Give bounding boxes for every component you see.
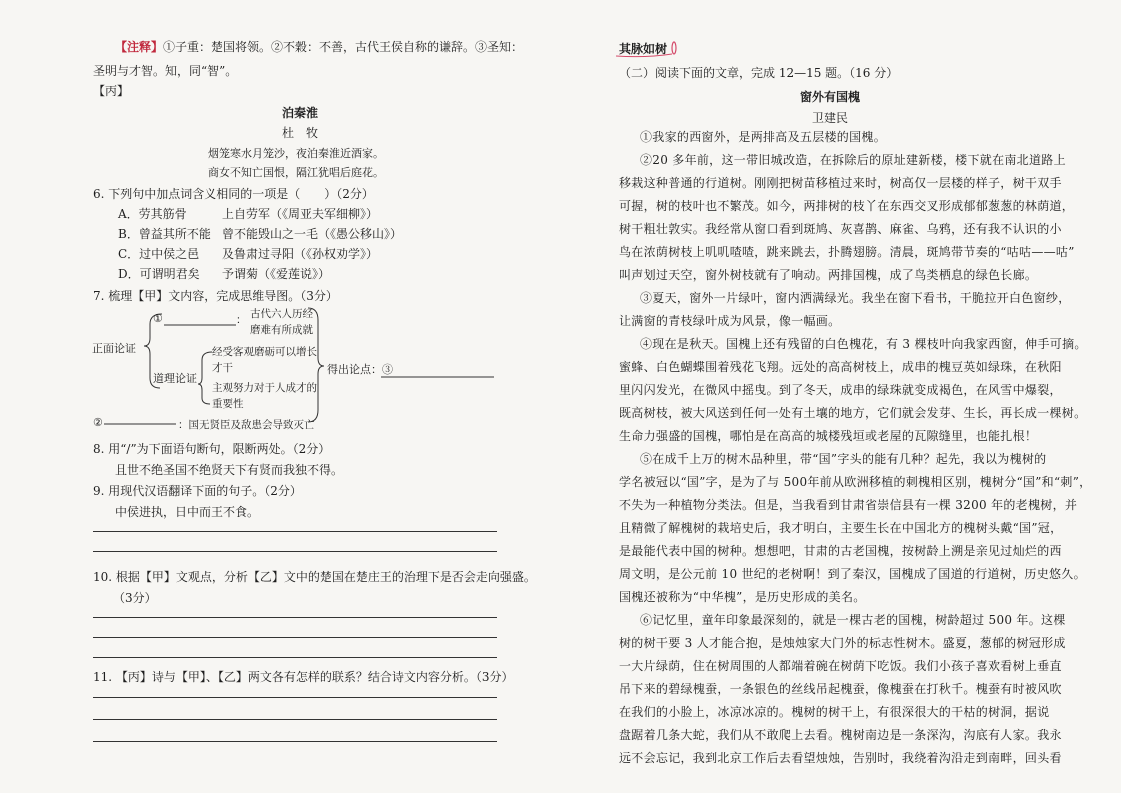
mind-map-item1-prefix: ① [153,312,163,325]
article-line: 在我们的小脸上，冰凉冰凉的。槐树的树干上，有很深很大的干枯的树洞，据说 [619,705,1050,719]
article-line: 里闪闪发光，在微风中摇曳。到了冬天，成串的绿珠就变成褐色，在风雪中爆裂， [619,383,1062,397]
section-heading: （二）阅读下面的文章，完成 12—15 题。（16 分） [619,66,899,80]
article-line: 是最能代表中国的树种。想想吧，甘肃的古老国槐，按树龄上溯是亲见过灿烂的西 [619,544,1062,558]
article-line: 树的树干要 3 人才能合抱，是烛烛家大门外的标志性树木。盛夏，葱郁的树冠形成 [619,636,1066,650]
answer-line-q10-3[interactable] [93,657,497,658]
article-line: ②20 多年前，这一带旧城改造，在拆除后的原址建新楼，楼下就在南北道路上 [640,153,1066,167]
q6-stem: 6. 下列句中加点词含义相同的一项是（ ）（2分） [93,187,374,201]
mind-map-reason2-line2: 重要性 [212,398,244,410]
article-line: 远不会忘记，我到北京工作后去看望烛烛，告别时，我绕着沟沿走到南畔，回头看 [619,751,1062,765]
q6-option-c: C．过中侯之邑 [118,247,200,261]
answer-line-q9-1[interactable] [93,531,497,532]
mind-map-reason1-line2: 才干 [212,362,233,374]
q6-option-b-ref: 曾不能毁山之一毛（《愚公移山》） [222,227,403,241]
section-bing-label: 【丙】 [93,84,130,98]
q11-stem: 11. 【丙】诗与【甲】、【乙】两文各有怎样的联系？结合诗文内容分析。（3分） [93,670,514,684]
answer-line-q10-1[interactable] [93,617,497,618]
article-line: 且精微了解槐树的栽培史后，我才明白，主要生长在中国北方的槐树头戴“国”冠， [619,521,1063,535]
article-line: 树干粗壮敦实。我经常从窗口看到斑鸠、灰喜鹊、麻雀、乌鸦，还有我不认识的小 [619,222,1062,236]
article-line: 盘踞着几条大蛇，我们从不敢爬上去看。槐树南边是一条深沟，沟底有人家。我永 [619,728,1062,742]
q6-option-d-ref: 予谓菊（《爱莲说》） [222,267,331,281]
mind-map-reason1-line1: 经受客观磨砺可以增长 [212,346,317,358]
mind-map-item1-text2: 磨难有所成就 [250,324,313,336]
q9-sentence: 中侯进执，日中而王不食。 [115,505,260,519]
q6-option-a: A．劳其筋骨 [118,207,187,221]
mind-map-colon: ： [236,314,247,326]
mind-map-root: 正面论证 [92,342,136,355]
answer-line-q9-2[interactable] [93,551,497,552]
note-line-1: 【注释】①子重：楚国将领。②不穀：不善，古代王侯自称的谦辞。③圣知： [115,40,524,54]
page-header: 其脉如树 [619,42,668,56]
q10-stem: 10. 根据【甲】文观点，分析【乙】文中的楚国在楚庄王的治理下是否会走向强盛。 [93,570,536,584]
article-line: 学名被冠以“国”字，是为了与 500年前从欧洲移植的刺槐相区别，槐树分“国”和“刺”， [619,475,1092,489]
article-line: 可握，树的枝叶也不繁茂。如今，两排树的枝丫在东西交叉形成郁郁葱葱的林荫道， [619,199,1075,213]
mind-map-reason-label: 道理论证 [153,372,197,385]
article-line: 叫声划过天空，窗外树枝就有了响动。两排国槐，成了鸟类栖息的绿色长廊。 [619,268,1038,282]
article-line: ④现在是秋天。国槐上还有残留的白色槐花，有 3 棵枝叶向我家西窗，伸手可摘。 [640,337,1087,351]
article-line: 周文明，是公元前 10 世纪的老树啊！到了秦汉，国槐成了国道的行道树，历史悠久。 [619,567,1086,581]
note-line-2: 圣明与才智。知，同“智”。 [93,64,238,78]
article-title: 窗外有国槐 [799,90,860,104]
article-line: 既高树枝，被大风送到任何一处有土壤的地方，它们就会发芽、生长，再长成一棵树。 [619,406,1087,420]
article-line: 吊下来的碧绿槐蚕，一条银色的丝线吊起槐蚕，像槐蚕在打秋千。槐蚕有时被风吹 [619,682,1062,696]
mind-map-conclusion: 得出论点：③ [327,363,393,376]
q9-stem: 9. 用现代汉语翻译下面的句子。（2分） [93,484,302,498]
article-line: 生命力强盛的国槐，哪怕是在高高的城楼残垣或老屋的瓦隙缝里，也能扎根！ [619,429,1038,443]
article-line: 国槐还被称为“中华槐”，是历史形成的美名。 [619,590,866,604]
answer-line-q10-2[interactable] [93,637,497,638]
article-line: ⑥记忆里，童年印象最深刻的，就是一棵古老的国槐，树龄超过 500 年。这棵 [640,613,1066,627]
mind-map-reason2-line1: 主观努力对于人成才的 [212,382,317,394]
q10-score: （3分） [113,591,157,605]
article-line: 蜜蜂、白色蝴蝶围着残花飞翔。远处的高高树枝上，成串的槐豆英如绿珠，在秋阳 [619,360,1062,374]
poem-author: 杜 牧 [281,126,318,140]
q8-sentence: 且世不绝圣国不绝贤天下有贤而我独不得。 [115,463,344,477]
q7-stem: 7. 梳理【甲】文内容，完成思维导图。（3分） [93,289,338,303]
article-line: 让满窗的青枝绿叶成为风景，像一幅画。 [619,314,841,328]
q8-stem: 8. 用“/”为下面语句断句，限断两处。（2分） [93,442,331,456]
article-line: ⑤在成千上万的树木品种里，带“国”字头的能有几种？起先，我以为槐树的 [640,452,1047,466]
answer-line-q11-2[interactable] [93,719,497,720]
article-line: 一大片绿荫，住在树周围的人都端着碗在树荫下吃饭。我们小孩子喜欢看树上垂直 [619,659,1062,673]
article-line: 不失为一种植物分类法。但是，当我看到甘肃省崇信县有一棵 3200 年的老槐树，并 [619,498,1078,512]
q6-option-a-ref: 上自劳军（《周亚夫军细柳》） [222,207,379,221]
q6-option-b: B．曾益其所不能 [118,227,211,241]
poem-line-1: 烟笼寒水月笼沙，夜泊秦淮近酒家。 [208,147,384,160]
article-line: 移栽这种普通的行道树。刚刚把树苗移植过来时，树高仅一层楼的样子，树干双手 [619,176,1062,190]
article-line: 鸟在浓荫树枝上叽叽喳喳，跳来跳去，扑腾翅膀。清晨，斑鸠带节奏的“咕咕——咕” [619,245,1075,259]
q6-option-c-ref: 及鲁肃过寻阳（《孙权劝学》） [222,247,379,261]
poem-title: 泊秦淮 [281,106,318,120]
mind-map-item1-text1: 古代六人历经 [250,308,313,320]
poem-line-2: 商女不知亡国恨，隔江犹唱后庭花。 [208,166,384,179]
q6-option-d: D．可谓明君矣 [118,267,200,281]
note-label: 【注释】 [115,40,164,54]
mind-map-item2-prefix: ② [93,416,103,429]
answer-line-q11-1[interactable] [93,697,497,698]
mind-map-item2-text: ：国无贤臣及敌患会导致灭亡 [178,419,315,431]
mind-map-brackets [0,0,560,440]
article-author: 卫建民 [811,111,848,125]
article-line: ③夏天，窗外一片绿叶，窗内洒满绿光。我坐在窗下看书，干脆拉开白色窗纱， [640,291,1071,305]
answer-line-q11-3[interactable] [93,741,497,742]
article-line: ①我家的西窗外，是两排高及五层楼的国槐。 [640,130,887,144]
